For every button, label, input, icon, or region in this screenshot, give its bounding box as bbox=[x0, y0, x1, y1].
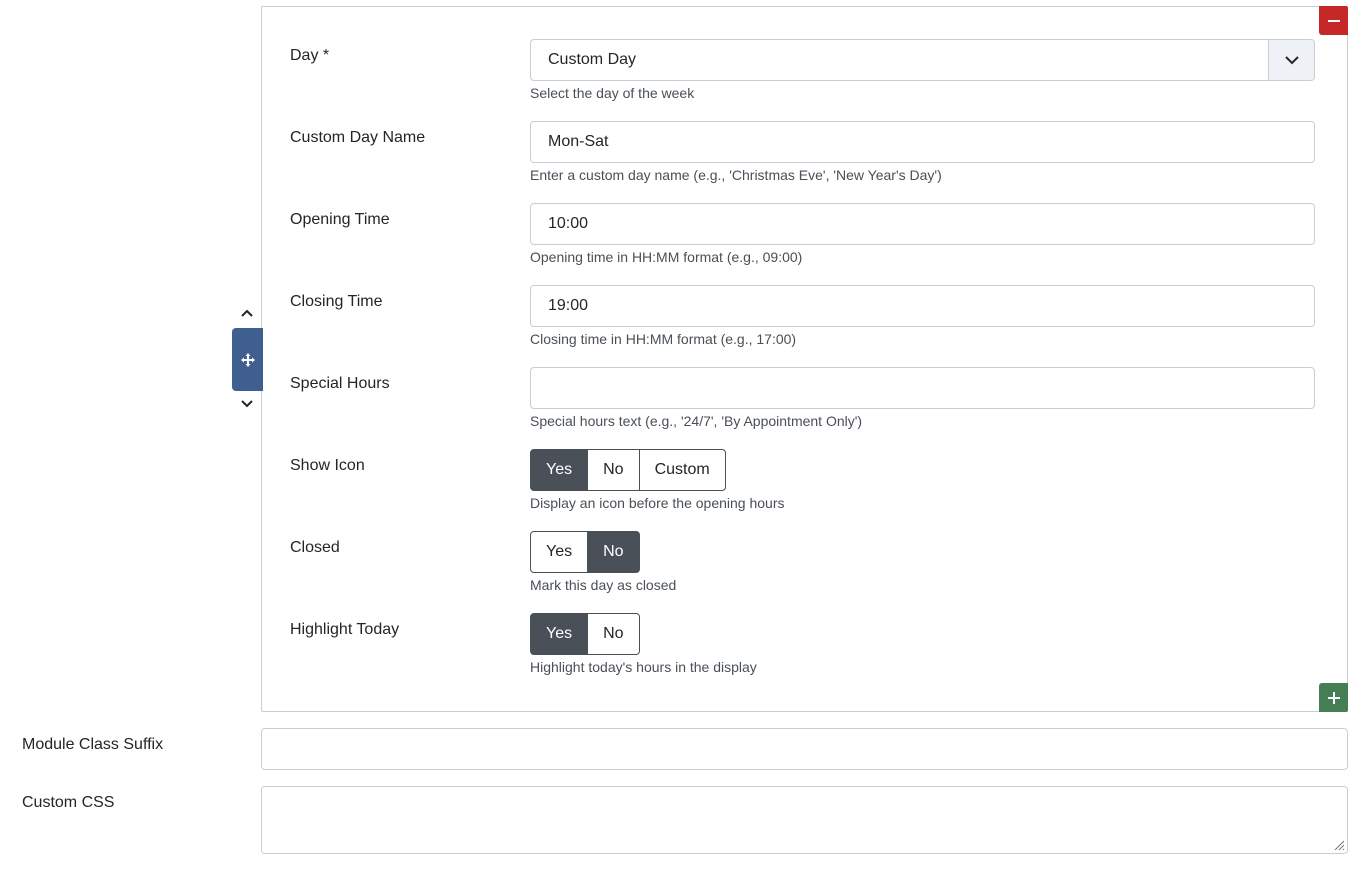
custom-css-label: Custom CSS bbox=[22, 794, 115, 811]
minus-icon bbox=[1328, 20, 1340, 22]
special-hours-label: Special Hours bbox=[290, 375, 390, 392]
plus-icon bbox=[1328, 692, 1340, 704]
closing-time-label: Closing Time bbox=[290, 293, 383, 310]
closed-help: Mark this day as closed bbox=[530, 577, 677, 593]
remove-row-button[interactable] bbox=[1319, 6, 1348, 35]
highlight-today-toggle-group bbox=[530, 613, 640, 655]
module-class-suffix-label: Module Class Suffix bbox=[22, 736, 164, 753]
show-icon-yes-button[interactable]: Yes bbox=[530, 449, 588, 491]
custom-css-textarea[interactable] bbox=[261, 786, 1348, 854]
chevron-down-icon bbox=[1284, 52, 1300, 68]
add-row-button[interactable] bbox=[1319, 683, 1348, 712]
closing-time-help: Closing time in HH:MM format (e.g., 17:00) bbox=[530, 331, 797, 347]
opening-time-input[interactable]: 10:00 bbox=[530, 203, 1315, 245]
custom-day-name-label: Custom Day Name bbox=[290, 129, 426, 146]
opening-time-help: Opening time in HH:MM format (e.g., 09:00) bbox=[530, 249, 803, 265]
special-hours-input[interactable] bbox=[530, 367, 1315, 409]
custom-day-name-help: Enter a custom day name (e.g., 'Christmas Eve', 'New Year's Day') bbox=[530, 167, 942, 183]
module-class-suffix-input[interactable] bbox=[261, 728, 1348, 770]
custom-day-name-input[interactable]: Mon-Sat bbox=[530, 121, 1315, 163]
day-select-value: Custom Day bbox=[548, 51, 637, 68]
move-icon bbox=[241, 353, 255, 367]
day-help: Select the day of the week bbox=[530, 85, 695, 101]
resize-grip-icon[interactable] bbox=[1333, 839, 1345, 851]
show-icon-label: Show Icon bbox=[290, 457, 365, 474]
subform-row-card bbox=[261, 6, 1348, 712]
day-label: Day * bbox=[290, 47, 330, 64]
highlight-today-label: Highlight Today bbox=[290, 621, 400, 638]
closed-toggle-group bbox=[530, 531, 640, 573]
highlight-today-yes-button[interactable]: Yes bbox=[530, 613, 588, 655]
show-icon-toggle-group bbox=[530, 449, 726, 491]
highlight-today-no-button[interactable]: No bbox=[587, 613, 639, 655]
special-hours-help: Special hours text (e.g., '24/7', 'By Appointment Only') bbox=[530, 413, 863, 429]
chevron-up-icon[interactable] bbox=[240, 306, 254, 320]
day-select[interactable] bbox=[530, 39, 1315, 81]
closed-yes-button[interactable]: Yes bbox=[530, 531, 588, 573]
select-arrow[interactable] bbox=[1268, 40, 1314, 80]
show-icon-custom-button[interactable]: Custom bbox=[639, 449, 726, 491]
closed-label: Closed bbox=[290, 539, 340, 556]
highlight-today-help: Highlight today's hours in the display bbox=[530, 659, 757, 675]
closing-time-input[interactable]: 19:00 bbox=[530, 285, 1315, 327]
chevron-down-icon[interactable] bbox=[240, 397, 254, 411]
closed-no-button[interactable]: No bbox=[587, 531, 639, 573]
move-handle-button[interactable] bbox=[232, 328, 263, 391]
opening-time-label: Opening Time bbox=[290, 211, 390, 228]
show-icon-no-button[interactable]: No bbox=[587, 449, 639, 491]
show-icon-help: Display an icon before the opening hours bbox=[530, 495, 785, 511]
